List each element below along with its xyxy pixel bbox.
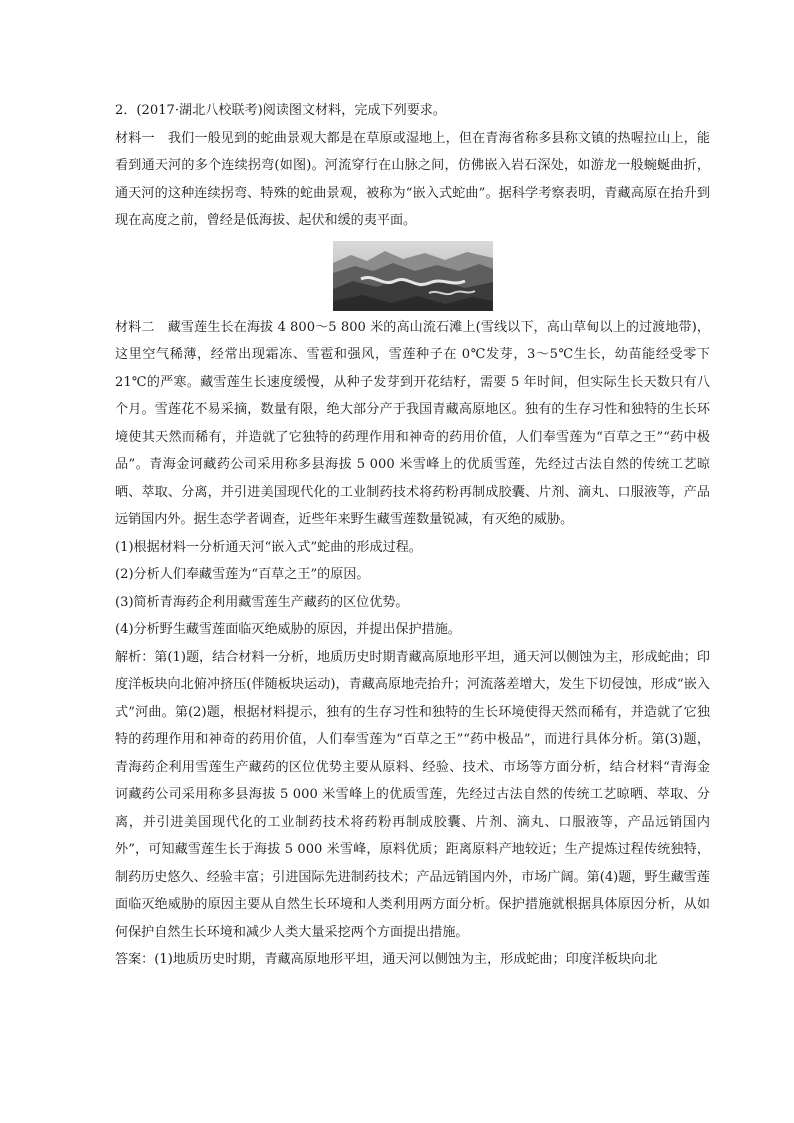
- figure-container: [115, 241, 710, 311]
- river-meander-photo: [333, 241, 493, 311]
- question-1: (1)根据材料一分析通天河“嵌入式”蛇曲的形成过程。: [115, 539, 422, 555]
- material-two: 材料二 藏雪莲生长在海拔 4 800～5 800 米的高山流石滩上(雪线以下，高山草甸以上的过渡地带)，这里空气稀薄，经常出现霜冻、雪雹和强风，雪莲种子在 0℃发芽，3～5℃生长，幼苗能经受零下 21℃的严寒。藏雪莲生长速度缓慢，从种子发芽到开花结籽，需要 5 年时间，但实际生长天数只有八个月。雪莲花不易采摘，数量有限，绝大部分产于我国青藏高原地区。独有的生存习性和独特的生长环境使其天然而稀有，并造就了它独特的药理作用和神奇的药用价值，人们奉雪莲为“百草之王”“药中极品”。青海金诃藏药公司采用称多县海拔 5 000 米雪峰上的优质雪莲，先经过古法自然的传统工艺晾晒、萃取、分离，并引进美国现代化的工业制药技术将药粉再制成胶囊、片剂、滴丸、口服液等，产品远销国内外。据生态学者调查，近些年来野生藏雪莲数量锐减，有灭绝的威胁。: [115, 319, 710, 527]
- question-header: 2．(2017·湖北八校联考)阅读图文材料，完成下列要求。: [115, 103, 446, 118]
- question-4: (4)分析野生藏雪莲面临灭绝威胁的原因，并提出保护措施。: [115, 622, 461, 637]
- question-content: [115, 97, 710, 974]
- question-2: (2)分析人们奉藏雪莲为“百草之王”的原因。: [115, 567, 370, 582]
- material-one: 材料一 我们一般见到的蛇曲景观大都是在草原或湿地上，但在青海省称多县称文镇的热喔拉山上，能看到通天河的多个连续拐弯(如图)。河流穿行在山脉之间，仿佛嵌入岩石深处，如游龙一般蜿蜒曲折，通天河的这种连续拐弯、特殊的蛇曲景观，被称为“嵌入式蛇曲”。据科学考察表明，青藏高原在抬升到现在高度之前，曾经是低海拔、起伏和缓的夷平面。: [115, 130, 710, 228]
- question-3: (3)简析青海药企利用藏雪莲生产藏药的区位优势。: [115, 594, 409, 610]
- answer-text: 答案：(1)地质历史时期，青藏高原地形平坦，通天河以侧蚀为主，形成蛇曲；印度洋板块向北: [115, 952, 658, 967]
- landscape-image: [333, 241, 493, 311]
- analysis-text: 解析：第(1)题，结合材料一分析，地质历史时期青藏高原地形平坦，通天河以侧蚀为主，形成蛇曲；印度洋板块向北俯冲挤压(伴随板块运动)，青藏高原地壳抬升；河流落差增大，发生下切侵蚀，形成“嵌入式”河曲。第(2)题，根据材料提示，独有的生存习性和独特的生长环境使得天然而稀有，并造就了它独特的药理作用和神奇的药用价值，人们奉雪莲为“百草之王”“药中极品”，而进行具体分析。第(3)题，青海药企利用雪莲生产藏药的区位优势主要从原料、经验、技术、市场等方面分析，结合材料“青海金诃藏药公司采用称多县海拔 5 000 米雪峰上的优质雪莲，先经过古法自然的传统工艺晾晒、萃取、分离，并引进美国现代化的工业制药技术将药粉再制成胶囊、片剂、滴丸、口服液等，产品远销国内外”，可知藏雪莲生长于海拔 5 000 米雪峰，原料优质；距离原料产地较近；生产提炼过程传统独特，制药历史悠久、经验丰富；引进国际先进制药技术；产品远销国内外，市场广阔。第(4)题，野生藏雪莲面临灭绝威胁的原因主要从自然生长环境和人类利用两方面分析。保护措施就根据具体原因分析，从如何保护自然生长环境和减少人类大量采挖两个方面提出措施。: [115, 649, 710, 940]
